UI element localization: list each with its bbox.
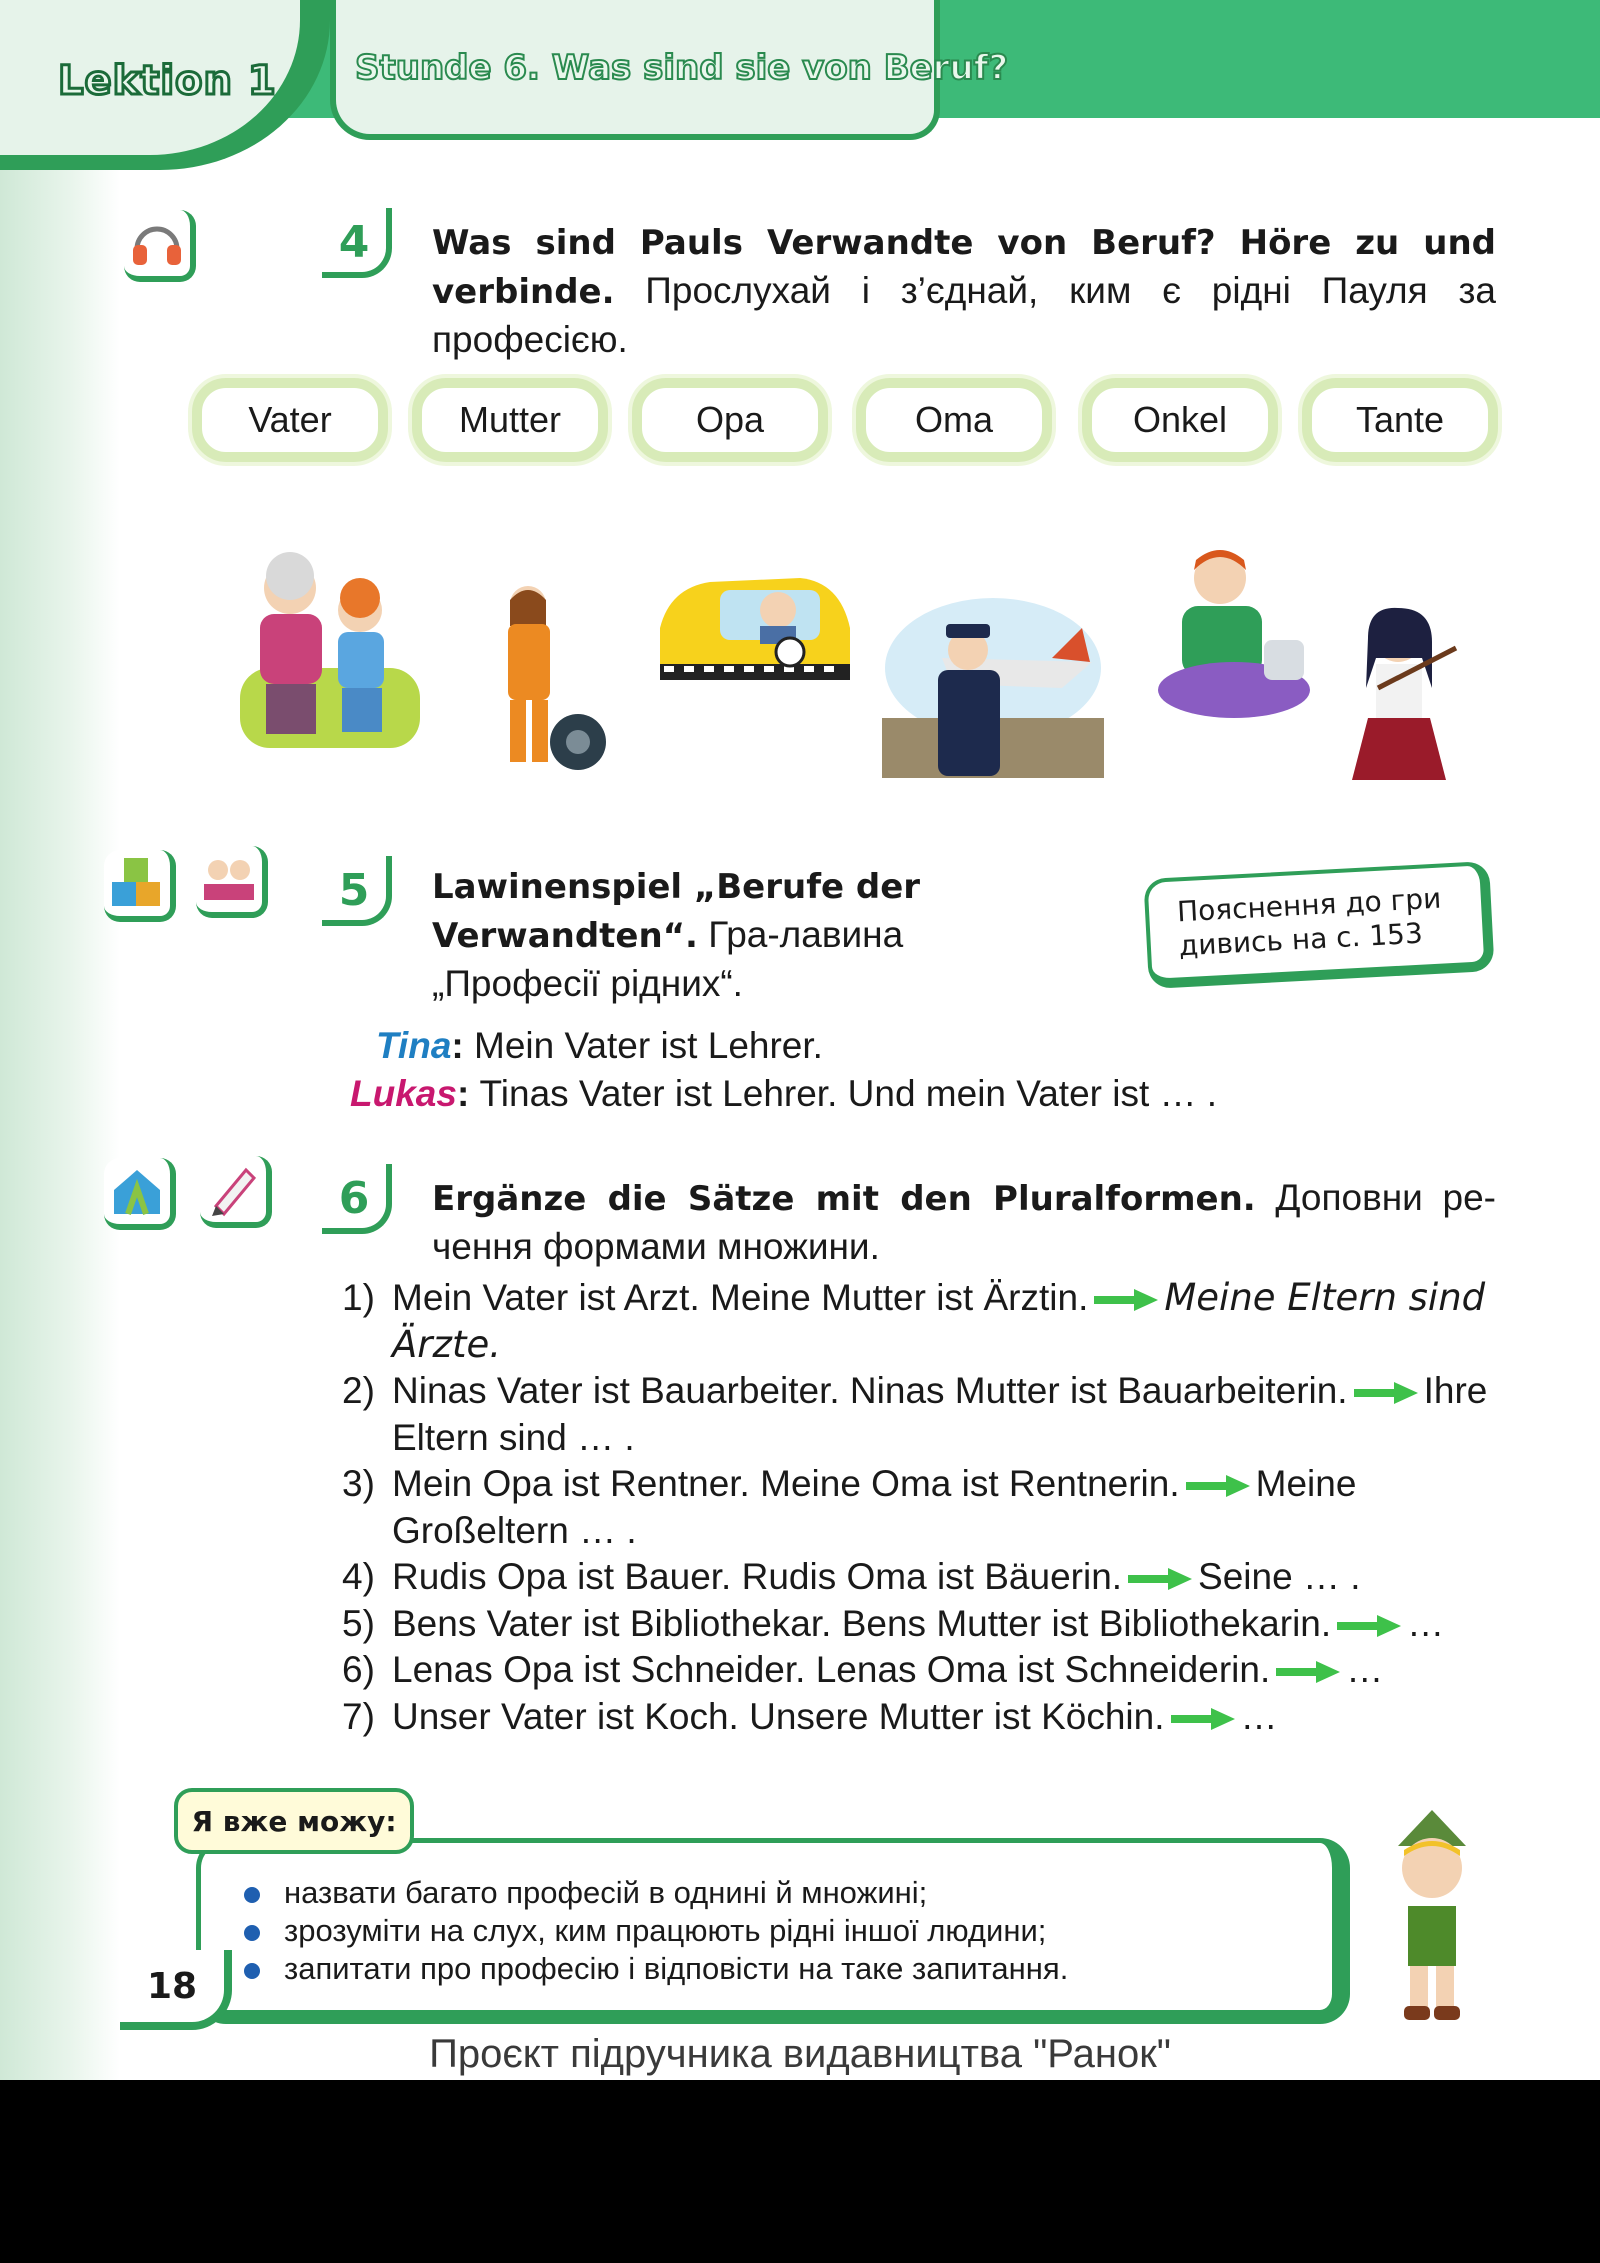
mechanic-girl-picture[interactable] xyxy=(480,580,610,776)
headphones-icon xyxy=(124,210,196,282)
dialog-line-lukas: Lukas: Tinas Vater ist Lehrer. Und mein Vater ist … . xyxy=(350,1073,1218,1114)
word-pill-mutter[interactable]: Mutter xyxy=(412,378,608,462)
exercise-item: 6) Lenas Opa ist Schneider. Lenas Oma ist Schneiderin. … xyxy=(342,1649,1384,1690)
arrow-right-icon xyxy=(1354,1380,1418,1406)
task-4-instruction xyxy=(432,218,1496,364)
exercise-item: 1) Mein Vater ist Arzt. Meine Mutter ist Ärztin. Meine Eltern sind Ärzte. xyxy=(342,1276,1486,1366)
summary-point: зрозуміти на слух, ким працюють рідні іншої людини; xyxy=(244,1912,1068,1950)
task-5-title xyxy=(432,862,952,1008)
arrow-right-icon xyxy=(1171,1706,1235,1732)
word-pill-onkel[interactable]: Onkel xyxy=(1082,378,1278,462)
task-5-number: 5 xyxy=(322,856,392,926)
task-6-instruction-de: Ergänze die Sätze mit den Pluralformen. xyxy=(432,1179,1256,1219)
game-note-box xyxy=(1143,861,1494,989)
word-pill-opa[interactable]: Opa xyxy=(632,378,828,462)
task-5-title-uk: Гра-лавина „Професії рідних“. xyxy=(432,914,904,1004)
summary-point: назвати багато професій в однині й множині; xyxy=(244,1874,1068,1912)
game-note-line-2: дивись на с. 153 xyxy=(1178,916,1424,963)
summary-tab: Я вже можу: xyxy=(174,1788,414,1854)
speaker-tina: Tina xyxy=(376,1025,452,1066)
answer-blank[interactable]: Ihre Eltern sind … . xyxy=(392,1370,1488,1458)
footer-text: Проєкт підручника видавництва "Ранок" xyxy=(429,2032,1171,2076)
task-4-instruction-uk: Прослухай і з’єднай, ким є рідні Пауля за професією. xyxy=(432,270,1496,360)
answer-blank[interactable]: Seine … . xyxy=(1198,1556,1361,1597)
word-pill-vater[interactable]: Vater xyxy=(192,378,388,462)
dialog-line-tina: Tina: Mein Vater ist Lehrer. xyxy=(376,1025,823,1066)
exercise-item: 3) Mein Opa ist Rentner. Meine Oma ist Rentnerin. Meine Großeltern … . xyxy=(342,1463,1357,1551)
game-note-line-1: Пояснення до гри xyxy=(1176,881,1443,929)
summary-point: запитати про професію і відповісти на таке запитання. xyxy=(244,1950,1068,1988)
exercise-item: 4) Rudis Opa ist Bauer. Rudis Oma ist Bäuerin. Seine … . xyxy=(342,1556,1361,1597)
grandma-with-child-picture[interactable] xyxy=(230,548,430,766)
boy-mascot-picture xyxy=(1364,1806,1500,2024)
summary-list xyxy=(244,1874,1068,1988)
task-5-title-de: Lawinenspiel „Berufe der Verwandten“. xyxy=(432,867,921,956)
page-number: 18 xyxy=(120,1950,232,2030)
bullet-icon xyxy=(244,1925,260,1941)
answer-blank[interactable]: … xyxy=(1346,1649,1384,1690)
word-pill-tante[interactable]: Tante xyxy=(1302,378,1498,462)
bullet-icon xyxy=(244,1963,260,1979)
task-6-instruction-uk: Доповни ре-чення формами множини. xyxy=(432,1177,1496,1267)
arrow-right-icon xyxy=(1094,1287,1158,1313)
arrow-right-icon xyxy=(1186,1473,1250,1499)
dialog-text: Tinas Vater ist Lehrer. Und mein Vater ist … . xyxy=(479,1073,1218,1114)
alphabet-blocks-icon xyxy=(104,850,176,922)
taxi-driver-picture[interactable] xyxy=(650,548,856,714)
lesson-title: Lektion 1 xyxy=(58,58,277,104)
exercise-item: 5) Bens Vater ist Bibliothekar. Bens Mutter ist Bibliothekarin. … xyxy=(342,1602,1445,1644)
task-6-instruction xyxy=(432,1174,1496,1271)
word-pill-oma[interactable]: Oma xyxy=(856,378,1052,462)
children-reading-icon xyxy=(196,846,268,918)
left-gradient-band xyxy=(0,0,120,2080)
answer-example[interactable]: Meine Eltern sind Ärzte. xyxy=(392,1276,1486,1366)
exercise-item: 7) Unser Vater ist Koch. Unsere Mutter ist Köchin. … xyxy=(342,1695,1278,1737)
pencil-icon xyxy=(200,1156,272,1228)
bullet-icon xyxy=(244,1887,260,1903)
tailor-picture[interactable] xyxy=(1144,540,1310,722)
task-4-instruction-de: Was sind Pauls Verwandte von Beruf? Höre zu und verbinde. xyxy=(432,223,1496,312)
exercise-list xyxy=(342,1275,1502,1740)
stunde-title: Stunde 6. Was sind sie von Beruf? xyxy=(355,48,1009,88)
arrow-right-icon xyxy=(1128,1566,1192,1592)
arrow-right-icon xyxy=(1337,1613,1401,1639)
violinist-picture[interactable] xyxy=(1338,598,1468,790)
answer-blank[interactable]: … xyxy=(1407,1602,1445,1644)
pilot-picture[interactable] xyxy=(882,588,1104,778)
answer-blank[interactable]: … xyxy=(1240,1695,1278,1737)
arrow-right-icon xyxy=(1276,1659,1340,1685)
house-letter-icon xyxy=(104,1158,176,1230)
exercise-item: 2) Ninas Vater ist Bauarbeiter. Ninas Mutter ist Bauarbeiterin. Ihre Eltern sind … . xyxy=(342,1370,1488,1458)
answer-blank[interactable]: Meine Großeltern … . xyxy=(392,1463,1357,1551)
task-6-number: 6 xyxy=(322,1164,392,1234)
task-4-number: 4 xyxy=(322,208,392,278)
speaker-lukas: Lukas xyxy=(350,1073,457,1114)
dialog-text: Mein Vater ist Lehrer. xyxy=(474,1025,823,1066)
